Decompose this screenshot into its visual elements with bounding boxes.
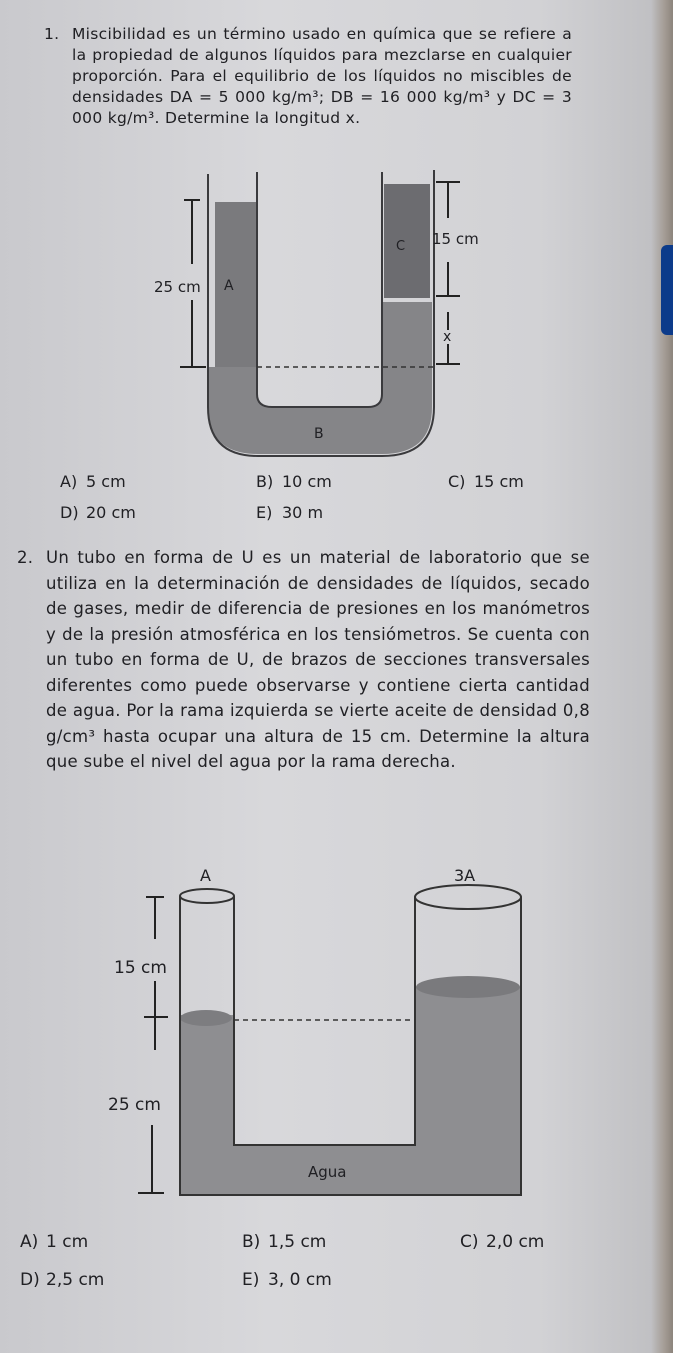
label-15cm-2: 15 cm — [114, 958, 167, 978]
problem-1-statement — [44, 24, 572, 129]
problem-1-u-tube-figure — [140, 162, 520, 462]
problem-2-text: Un tubo en forma de U es un material de laboratorio que se utiliza en la determinación de densidades de líquidos, secado de gases, medir de diferencia de presiones en los manómetros y de la presión atmosférica en los tensiómetros. Se cuenta con un tubo en forma de U, de brazos de secciones transversales diferentes como puede observarse y contiene cierta cantidad de agua. Por la rama izquierda se vierte aceite de densidad 0,8 g/cm³ hasta ocupar una altura de 15 cm. Determine la altura que sube el nivel del agua por la rama derecha. — [46, 548, 590, 771]
label-25cm: 25 cm — [154, 278, 201, 296]
right-water-surface — [416, 976, 520, 998]
label-agua: Agua — [308, 1163, 347, 1181]
label-x: x — [443, 329, 452, 345]
problem-1-number: 1. — [44, 25, 60, 43]
option-1d[interactable]: D) 20 cm — [60, 503, 136, 522]
option-2e[interactable]: E) 3, 0 cm — [242, 1270, 332, 1290]
problem-2-number: 2. — [17, 548, 34, 567]
left-tube-opening — [180, 889, 234, 903]
label-liquid-b: B — [314, 426, 324, 442]
label-liquid-c: C — [396, 239, 406, 254]
tube-inner-wall — [257, 172, 382, 407]
liquid-c-column — [384, 184, 430, 298]
option-1b[interactable]: B) 10 cm — [256, 472, 332, 491]
problem-2-options — [20, 1232, 600, 1292]
label-25cm-2: 25 cm — [108, 1095, 161, 1115]
option-2c[interactable]: C) 2,0 cm — [460, 1232, 545, 1252]
label-15cm: 15 cm — [432, 230, 479, 248]
liquid-a-column — [215, 202, 257, 367]
label-section-3a: 3A — [454, 866, 476, 885]
label-section-a: A — [200, 866, 211, 885]
label-liquid-a: A — [224, 278, 234, 294]
option-1e[interactable]: E) 30 m — [256, 503, 324, 522]
problem-2-u-tube-figure — [100, 855, 540, 1205]
problem-1-options — [60, 472, 580, 532]
background-blue-object — [661, 245, 673, 335]
problem-1-text: Miscibilidad es un término usado en química que se refiere a la propiedad de algunos líquidos para mezclarse en cualquier proporción. Para el equilibrio de los líquidos no miscibles de densidades DA = 5 000 kg/m³; DB = 16 000 kg/m³ y DC = 3 000 kg/m³. Determine la longitud x. — [72, 25, 572, 127]
problem-2-statement — [17, 545, 590, 775]
option-2b[interactable]: B) 1,5 cm — [242, 1232, 327, 1252]
option-2d[interactable]: D) 2,5 cm — [20, 1270, 105, 1290]
option-1a[interactable]: A) 5 cm — [60, 472, 126, 491]
left-water-surface — [180, 1010, 232, 1026]
option-1c[interactable]: C) 15 cm — [448, 472, 524, 491]
option-2a[interactable]: A) 1 cm — [20, 1232, 89, 1252]
right-tube-opening — [415, 885, 521, 909]
page-edge-shadow — [651, 0, 673, 1353]
